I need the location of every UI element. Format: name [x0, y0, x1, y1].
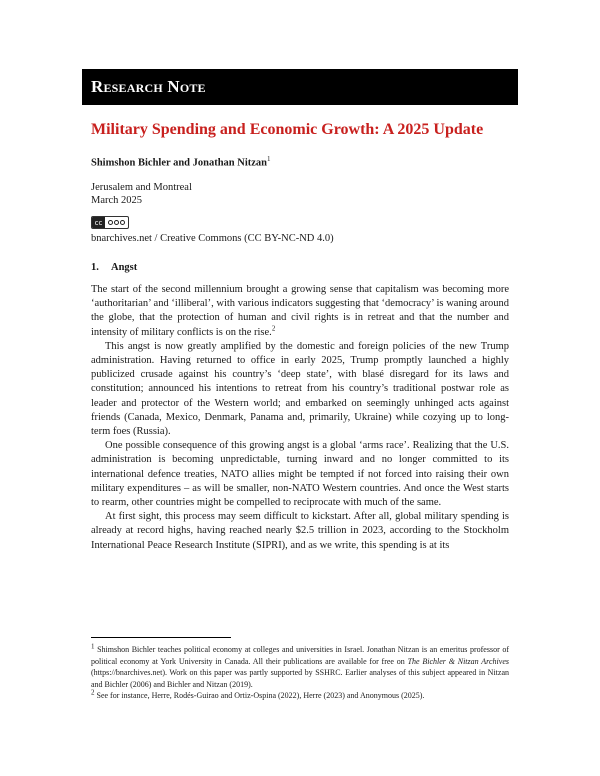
footnotes [91, 644, 509, 702]
paragraph-text: The start of the second millennium brought a growing sense that capitalism was becoming more ‘authoritarian’ and ‘illiberal’, with various indicators suggesting that ‘democracy’ is waning around the globe, that the protection of human and civil rights is in retreat and that the number and intensity of military conflicts is on the rise. [91, 284, 509, 338]
footnote-mark: 2 [91, 688, 95, 697]
footnote-1 [91, 644, 509, 690]
footnote-text: (https://bnarchives.net). Work on this paper was partly supported by SSHRC. Earlier analyses of this subject appeared in Nitzan and Bichler (2006) and Bichler and Nitzan (2019). [91, 668, 509, 689]
footnote-mark: 1 [91, 642, 95, 651]
cc-terms-icons [105, 217, 128, 228]
noncommercial-icon [114, 220, 119, 225]
section-number: 1. [91, 262, 99, 273]
publication-date: March 2025 [91, 195, 143, 206]
author-footnote-mark: 1 [267, 155, 271, 163]
footnote-divider [91, 637, 231, 638]
footnote-text: See for instance, Herre, Rodés-Guirao and Ortiz-Ospina (2022), Herre (2023) and Anonymous (2025). [96, 691, 425, 700]
body-text [91, 283, 509, 553]
section-title: Angst [111, 262, 138, 273]
banner-label: Research Note [91, 77, 206, 96]
paper-title: Military Spending and Economic Growth: A 2025 Update [91, 121, 484, 138]
section-heading [91, 262, 137, 273]
research-note-banner [82, 69, 518, 105]
paragraph: At first sight, this process may seem difficult to kickstart. After all, global military spending is already at record highs, having reached nearly $2.5 trillion in 2023, according to the Stockholm International Peace Research Institute (SIPRI), and as we write, this spending is at its [91, 511, 509, 551]
paragraph [91, 283, 509, 340]
noderivatives-icon [120, 220, 125, 225]
license-text: bnarchives.net / Creative Commons (CC BY-NC-ND 4.0) [91, 233, 334, 244]
footnote-text: Shimshon Bichler teaches political economy at colleges and universities in Israel. Jonathan Nitzan is an emeritus professor of political economy at York University in Canada. All their publications are available for free on [91, 645, 510, 666]
affiliation-block [91, 181, 192, 207]
creative-commons-badge-icon [91, 216, 129, 229]
footnote-ref: 2 [271, 324, 276, 333]
archive-name: The Bichler & Nitzan Archives [407, 656, 509, 666]
author-line [91, 155, 271, 169]
paragraph: This angst is now greatly amplified by the domestic and foreign policies of the new Trump administration. Having returned to office in early 2025, Trump promptly launched a highly publicized crusade against his country’s ‘deep state’, with blasé disregard for its laws and constitution; announced his intentions to retreat from his country’s traditional postwar role as leader and protector of the Western world; and embarked on seemingly unhinged acts against friends (Canada, Mexico, Denmark, Panama and, primarily, Ukraine) while cozying up to long-term foes (Russia). [91, 340, 509, 438]
footnote-2 [91, 690, 509, 702]
attribution-icon [108, 220, 113, 225]
affiliation-place: Jerusalem and Montreal [91, 182, 192, 193]
cc-logo-icon: cc [92, 217, 105, 228]
paragraph: One possible consequence of this growing angst is a global ‘arms race’. Realizing that the U.S. administration is becoming unpredictable, turning inward and no longer committed to its international defence treaties, NATO allies might be tempted if not forced into raising their own military expenditures – as will be smaller, non-NATO Western countries. And once the West starts to rearm, other countries might be compelled to reciprocate with much of the same. [91, 440, 509, 509]
author-names: Shimshon Bichler and Jonathan Nitzan [91, 157, 268, 169]
